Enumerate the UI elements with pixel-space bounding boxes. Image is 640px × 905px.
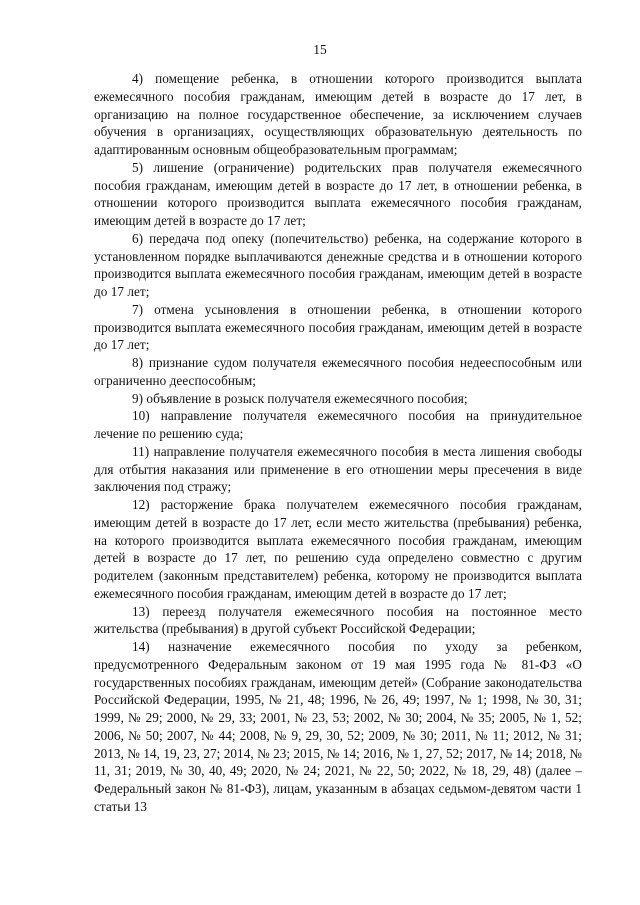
paragraph-item-4: 4) помещение ребенка, в отношении которого производится выплата ежемесячного пособия гражданам, имеющим детей в возрасте до 17 лет, в организацию на полное государственное обеспечение, за исключением случаев обучения в организациях, осуществляющих образовательную деятельность по адаптированным основным общеобразовательным программам; [94,71,582,157]
paragraph-item-5: 5) лишение (ограничение) родительских прав получателя ежемесячного пособия гражданам, имеющим детей в возрасте до 17 лет, в отношении ребенка, в отношении которого производится выплата ежемесячного пособия гражданам, имеющим детей в возрасте до 17 лет; [94,159,582,228]
paragraph-item-7: 7) отмена усыновления в отношении ребенка, в отношении которого производится выплата ежемесячного пособия гражданам, имеющим детей в возрасте до 17 лет; [94,301,582,353]
paragraph-item-11: 11) направление получателя ежемесячного пособия в места лишения свободы для отбытия наказания или применение в его отношении меры пресечения в виде заключения под стражу; [94,443,582,495]
paragraph-item-9: 9) объявление в розыск получателя ежемесячного пособия; [132,390,468,406]
paragraph-item-10: 10) направление получателя ежемесячного пособия на принудительное лечение по решению суда; [94,408,582,441]
paragraph-item-8: 8) признание судом получателя ежемесячного пособия недееспособным или ограниченно дееспособным; [94,355,582,388]
page-number: 15 [313,42,327,57]
paragraph-item-13: 13) переезд получателя ежемесячного пособия на постоянное место жительства (пребывания) в другой субъект Российской Федерации; [94,603,582,637]
paragraph-item-12: 12) расторжение брака получателем ежемесячного пособия гражданам, имеющим детей в возрасте до 17 лет, если место жительства (пребывания) ребенка, на которого производится выплата ежемесячного пособия гражданам, имеющим детей в возрасте до 17 лет, по решению суда определено совместно с другим родителем (законным представителем) ребенка, которому не производится выплата ежемесячного пособия гражданам, имеющим детей в возрасте до 17 лет; [94,497,582,601]
paragraph-item-6: 6) передача под опеку (попечительство) ребенка, на содержание которого в установленном порядке выплачиваются денежные средства и в отношении которого производится выплата ежемесячного пособия гражданам, имеющим детей в возрасте до 17 лет; [94,230,582,299]
paragraph-item-14: 14) назначение ежемесячного пособия по уходу за ребенком, предусмотренного Федеральным законом от 19 мая 1995 года № 81-ФЗ «О государственных пособиях гражданам, имеющим детей» (Собрание законодательства Российской Федерации, 1995, № 21, 48; 1996, № 26, 49; 1997, № 1; 1998, № 30, 31; 1999, № 29; 2000, № 29, 33; 2001, № 23, 53; 2002, № 30; 2004, № 35; 2005, № 1, 52; 2006, № 50; 2007, № 44; 2008, № 9, 29, 30, 52; 2009, № 30; 2011, № 11; 2012, № 31; 2013, № 14, 19, 23, 27; 2014, № 23; 2015, № 14; 2016, № 1, 27, 52; 2017, № 14; 2018, № 11, 31; 2019, № 30, 40, 49; 2020, № 24; 2021, № 22, 50; 2022, № 18, 29, 48) (далее – Федеральный закон № 81-ФЗ), лицам, указанным в абзацах седьмом-девятом части 1 статьи 13 [94,639,582,814]
document-body [94,70,582,816]
